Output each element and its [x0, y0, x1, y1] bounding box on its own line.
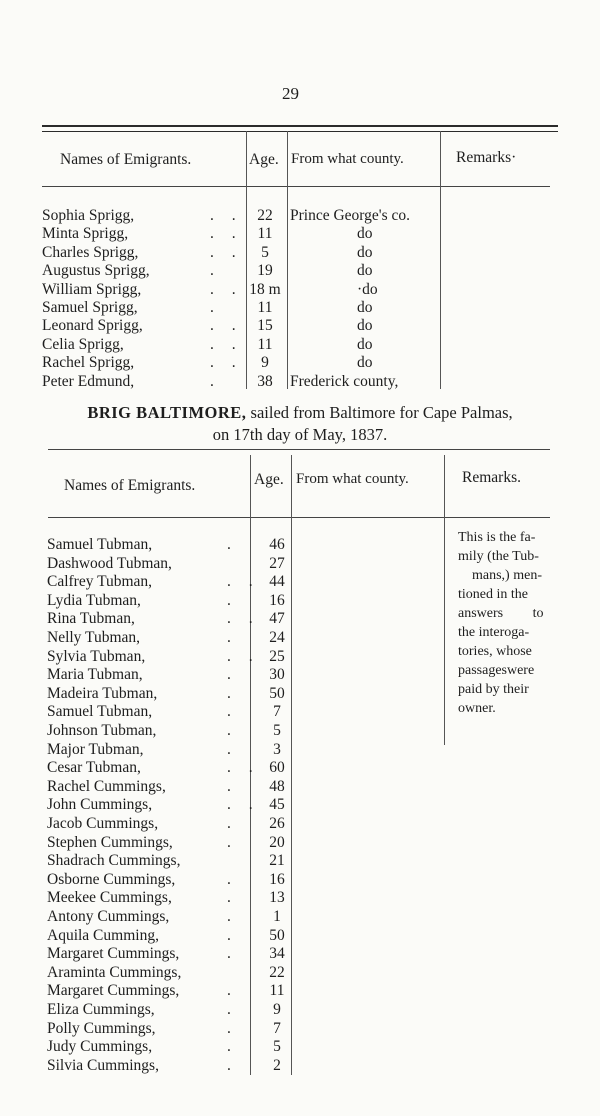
emigrant-name: Araminta Cummings,	[47, 963, 182, 981]
emigrant-age: 20	[269, 833, 285, 851]
emigrant-name: Samuel Tubman,	[47, 703, 153, 721]
emigrant-age: 11	[257, 299, 273, 316]
table-row	[47, 926, 297, 945]
emigrant-age: 34	[269, 945, 285, 963]
table-row	[42, 335, 472, 354]
leader-dots: .	[210, 372, 214, 390]
emigrant-age: 9	[273, 1001, 281, 1018]
emigrant-age: 16	[269, 591, 285, 609]
emigrant-age: 18 m	[249, 280, 281, 298]
table-row	[42, 372, 472, 391]
emigrant-name: Major Tubman,	[47, 740, 144, 758]
leader-dots: .	[227, 889, 231, 907]
emigrant-name: Margaret Cummings,	[47, 982, 180, 1000]
emigrant-age: 5	[273, 1038, 281, 1056]
leader-dots: . .	[210, 225, 236, 243]
emigrant-name: Aquila Cumming,	[47, 926, 159, 944]
leader-dots: .	[227, 629, 231, 646]
emigrant-age: 5	[273, 722, 281, 739]
ship-name: BRIG BALTIMORE,	[87, 403, 247, 422]
leader-dots: . .	[210, 335, 236, 353]
leader-dots: .	[227, 684, 231, 702]
table2-header-county: From what county.	[296, 471, 409, 487]
table2-header-rule	[48, 517, 550, 518]
table-row	[47, 609, 297, 628]
emigrant-name: Johnson Tubman,	[47, 722, 157, 739]
emigrant-county: do	[357, 225, 373, 243]
emigrant-name: Minta Sprigg,	[42, 225, 129, 243]
table-row	[47, 963, 297, 982]
table-row	[47, 554, 297, 573]
emigrant-name: Polly Cummings,	[47, 1019, 156, 1037]
table2-remarks-note	[458, 528, 558, 718]
emigrant-county: do	[357, 335, 373, 353]
emigrant-name: Stephen Cummings,	[47, 833, 173, 851]
leader-dots: .	[227, 945, 231, 963]
emigrant-age: 13	[269, 889, 285, 907]
emigrant-name: John Cummings,	[47, 796, 153, 814]
emigrant-name: Peter Edmund,	[42, 372, 135, 390]
emigrant-age: 44	[269, 573, 285, 591]
table-row	[47, 740, 297, 759]
remarks-line: This is the fa-	[458, 530, 536, 545]
table-row	[47, 1019, 297, 1038]
emigrant-age: 48	[269, 777, 285, 795]
leader-dots: . .	[210, 317, 236, 335]
remarks-line: paid by their	[458, 682, 529, 697]
table-row	[47, 888, 297, 907]
leader-dots: .	[227, 1019, 231, 1037]
leader-dots: .	[227, 722, 231, 739]
leader-dots: .	[227, 870, 231, 888]
table-row	[47, 758, 297, 777]
emigrant-name: Eliza Cummings,	[47, 1001, 155, 1018]
emigrant-age: 45	[269, 796, 285, 814]
table-row	[47, 1037, 297, 1056]
leader-dots: .	[227, 833, 231, 851]
leader-dots: . .	[210, 207, 236, 224]
emigrant-age: 9	[261, 354, 269, 372]
emigrant-county: do	[357, 299, 373, 316]
emigrant-age: 30	[269, 666, 285, 684]
table-row	[47, 944, 297, 963]
remarks-line: tioned in the	[458, 587, 528, 602]
leader-dots: . .	[227, 796, 253, 814]
table1-header-county: From what county.	[291, 151, 404, 167]
emigrant-name: Shadrach Cummings,	[47, 852, 181, 870]
emigrant-age: 47	[269, 610, 285, 628]
emigrant-age: 21	[269, 852, 285, 870]
table2-header-names: Names of Emigrants.	[64, 477, 196, 494]
table-row	[47, 870, 297, 889]
table-row	[47, 721, 297, 740]
ship-caption-rest: sailed from Baltimore for Cape Palmas,	[246, 403, 513, 422]
emigrant-age: 3	[273, 740, 281, 758]
table-row	[42, 224, 472, 243]
table-row	[47, 665, 297, 684]
emigrant-age: 15	[257, 317, 273, 335]
table-row	[47, 814, 297, 833]
table-row	[47, 572, 297, 591]
leader-dots: . .	[210, 354, 236, 372]
emigrant-age: 25	[269, 647, 285, 665]
emigrant-age: 24	[269, 629, 285, 646]
remarks-line: owner.	[458, 701, 496, 716]
emigrant-age: 11	[269, 982, 285, 1000]
table-row	[47, 981, 297, 1000]
table-row	[47, 647, 297, 666]
table-row	[47, 1000, 297, 1019]
table-row	[47, 1056, 297, 1075]
leader-dots: .	[210, 262, 214, 280]
emigrant-name: Samuel Sprigg,	[42, 299, 138, 316]
table-row	[47, 833, 297, 852]
emigrant-county: ·do	[357, 280, 378, 298]
emigrant-name: Sylvia Tubman,	[47, 647, 146, 665]
emigrant-age: 11	[257, 335, 273, 353]
emigrant-age: 27	[269, 554, 285, 572]
table-row	[42, 206, 472, 225]
leader-dots: .	[227, 703, 231, 721]
emigrant-name: Leonard Sprigg,	[42, 317, 143, 335]
leader-dots: .	[227, 1038, 231, 1056]
emigrant-county: do	[357, 317, 373, 335]
table1-header-remarks: Remarks·	[456, 149, 517, 166]
remarks-line: the interoga-	[458, 625, 530, 640]
emigrant-name: Dashwood Tubman,	[47, 554, 172, 572]
emigrant-county: Prince George's co.	[290, 207, 411, 224]
leader-dots: .	[227, 666, 231, 684]
leader-dots: .	[210, 299, 214, 316]
table1-header-names: Names of Emigrants.	[60, 151, 192, 168]
table1-header-age: Age.	[249, 151, 279, 168]
leader-dots: .	[227, 777, 231, 795]
emigrant-age: 7	[273, 703, 281, 721]
table2-col-divider-3	[444, 455, 445, 745]
remarks-line: passageswere	[458, 663, 535, 678]
emigrant-county: Frederick county,	[290, 372, 399, 390]
table2-header-remarks: Remarks.	[462, 469, 521, 486]
emigrant-name: Jacob Cummings,	[47, 815, 159, 832]
leader-dots: . .	[227, 647, 253, 665]
emigrant-age: 16	[269, 870, 285, 888]
emigrant-age: 19	[257, 262, 273, 280]
remarks-line: mily (the Tub-	[458, 549, 539, 564]
emigrant-name: William Sprigg,	[42, 280, 142, 298]
emigrant-name: Meekee Cummings,	[47, 889, 172, 907]
table-row	[47, 628, 297, 647]
table-row	[42, 261, 472, 280]
table-row	[47, 591, 297, 610]
emigrant-name: Osborne Cummings,	[47, 870, 176, 888]
leader-dots: .	[227, 536, 231, 553]
table-row	[47, 702, 297, 721]
table-row	[47, 851, 297, 870]
emigrant-name: Celia Sprigg,	[42, 335, 124, 353]
leader-dots: .	[227, 815, 231, 832]
emigrant-name: Cesar Tubman,	[47, 759, 141, 777]
emigrant-age: 50	[269, 684, 285, 702]
emigrant-age: 1	[273, 908, 281, 925]
leader-dots: . .	[227, 573, 253, 591]
table2-top-rule	[48, 449, 550, 450]
emigrant-age: 5	[261, 243, 269, 261]
page-number: 29	[282, 84, 299, 103]
emigrant-name: Madeira Tubman,	[47, 684, 158, 702]
emigrant-name: Margaret Cummings,	[47, 945, 180, 963]
table2-header-age: Age.	[254, 471, 284, 488]
emigrant-name: Judy Cummings,	[47, 1038, 153, 1056]
emigrant-age: 2	[273, 1056, 281, 1074]
emigrant-age: 11	[257, 225, 273, 243]
emigrant-age: 22	[269, 963, 285, 981]
table1-header-rule	[42, 186, 550, 187]
leader-dots: .	[227, 926, 231, 944]
emigrant-county: do	[357, 354, 373, 372]
emigrant-age: 26	[269, 815, 285, 832]
table-row	[42, 298, 472, 317]
emigrant-name: Rachel Cummings,	[47, 777, 166, 795]
emigrant-name: Sophia Sprigg,	[42, 207, 135, 224]
leader-dots: .	[227, 982, 231, 1000]
table-row	[47, 907, 297, 926]
table1-top-rule-thick	[42, 125, 558, 127]
leader-dots: .	[227, 908, 231, 925]
emigrant-name: Charles Sprigg,	[42, 243, 139, 261]
emigrant-name: Nelly Tubman,	[47, 629, 141, 646]
leader-dots: .	[227, 1001, 231, 1018]
emigrant-age: 60	[269, 759, 285, 777]
remarks-line: tories, whose	[458, 644, 532, 659]
table-row	[42, 280, 472, 299]
emigrant-county: do	[357, 262, 373, 280]
remarks-line: answers to	[458, 606, 544, 621]
table-row	[42, 243, 472, 262]
leader-dots: . .	[210, 243, 236, 261]
emigrant-name: Calfrey Tubman,	[47, 573, 153, 591]
emigrant-county: do	[357, 243, 373, 261]
table-row	[47, 795, 297, 814]
leader-dots: . .	[210, 280, 236, 298]
emigrant-name: Silvia Cummings,	[47, 1056, 159, 1074]
emigrant-age: 50	[269, 926, 285, 944]
emigrant-name: Rina Tubman,	[47, 610, 135, 628]
emigrant-name: Samuel Tubman,	[47, 536, 153, 553]
leader-dots: .	[227, 1056, 231, 1074]
table-row	[42, 316, 472, 335]
emigrant-age: 7	[273, 1019, 281, 1037]
emigrant-name: Maria Tubman,	[47, 666, 143, 684]
table-row	[47, 777, 297, 796]
ship-caption	[42, 402, 558, 446]
emigrant-name: Augustus Sprigg,	[42, 262, 150, 280]
leader-dots: .	[227, 740, 231, 758]
emigrant-age: 22	[257, 207, 273, 224]
emigrant-name: Antony Cummings,	[47, 908, 170, 925]
leader-dots: . .	[227, 759, 253, 777]
emigrant-name: Rachel Sprigg,	[42, 354, 135, 372]
table-row	[42, 353, 472, 372]
emigrant-name: Lydia Tubman,	[47, 591, 141, 609]
emigrant-age: 46	[269, 536, 285, 553]
table-row	[47, 684, 297, 703]
emigrant-age: 38	[257, 372, 273, 390]
leader-dots: . .	[227, 610, 253, 628]
remarks-line: mans,) men-	[472, 568, 542, 583]
table1-top-rule-thin	[42, 131, 558, 132]
leader-dots: .	[227, 591, 231, 609]
table-row	[47, 535, 297, 554]
ship-caption-date: on 17th day of May, 1837.	[212, 425, 388, 444]
